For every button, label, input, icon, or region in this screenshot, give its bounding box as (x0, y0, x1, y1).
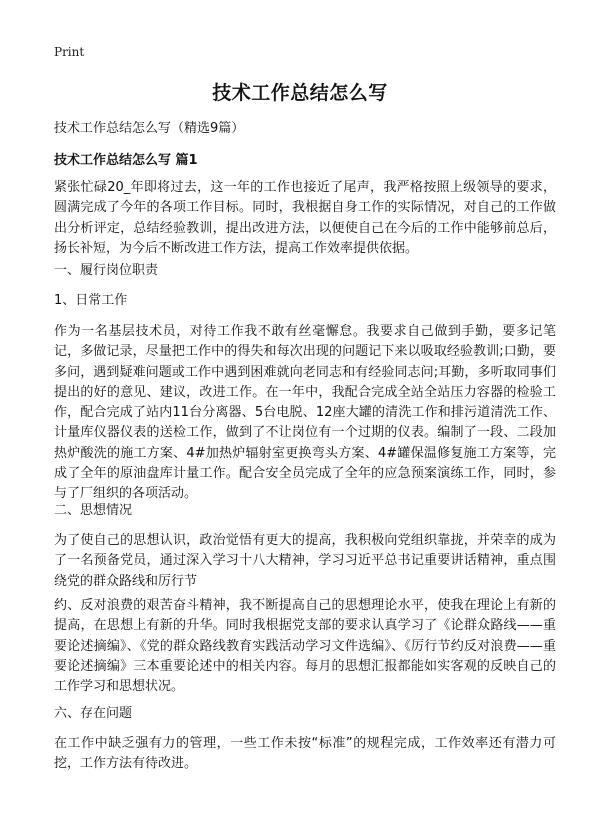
issues-paragraph: 在工作中缺乏强有力的管理，一些工作未按“标准”的规程完成，工作效率还有潜力可挖，工作方法有待改进。 (54, 736, 556, 772)
daily-work-paragraph: 作为一名基层技术员，对待工作我不敢有丝毫懈怠。我要求自己做到手勤，要多记笔记，多做记录，尽量把工作中的得失和每次出现的问题记下来以吸取经验教训;口勤，要多问，遇到疑难问题或工作中遇到困难就向老同志和有经验同志问;耳勤，多听取同事们提出的好的意见、建议，改进工作。在一年中，我配合完成全站全站压力容器的检验工作，配合完成了站内11台分离器、5台电脱、12座大罐的清洗工作和排污道清洗工作、计量库仪器仪表的送检工作，做到了不让岗位有一个过期的仪表。编制了一段、二段加热炉酸洗的施工方案、4#加热炉辐射室更换弯头方案、4#罐保温修复施工方案等，完成了全年的原油盘库计量工作。配合安全员完成了全年的应急预案演练工作，同时，参与了厂组织的各项活动。 (54, 324, 556, 502)
heading-duties: 一、履行岗位职责 (54, 263, 159, 278)
intro-paragraph: 紧张忙碌20_年即将过去，这一年的工作也接近了尾声，我严格按照上级领导的要求，圆满完成了今年的各项工作目标。同时，我根据自身工作的实际情况，对自己的工作做出分析评定，总结经验教训，提出改进方法，以便使自己在今后的工作中能够前总后，扬长补短，为今后不断改进工作方法，提高工作效率提供依据。 (54, 180, 556, 256)
thought-paragraph-2: 约、反对浪费的艰苦奋斗精神，我不断提高自己的思想理论水平，使我在理论上有新的提高，在思想上有新的升华。同时我根据党支部的要求认真学习了《论群众路线——重要论述摘编》、《党的群众路线教育实践活动学习文件选编》、《厉行节约反对浪费——重要论述摘编》三本重要论述中的相关内容。每月的思想汇报都能如实客观的反映自己的工作学习和思想状况。 (54, 598, 556, 695)
heading-thought: 二、思想情况 (54, 503, 133, 518)
section-title: 技术工作总结怎么写 篇1 (54, 153, 198, 168)
heading-daily-work: 1、日常工作 (54, 293, 128, 308)
thought-paragraph-1: 为了使自己的思想认识，政治觉悟有更大的提高，我积极向党组织靠拢，并荣幸的成为了一名预备党员，通过深入学习十八大精神，学习习近平总书记重要讲话精神，重点围绕党的群众路线和厉行节 (54, 533, 556, 589)
print-link[interactable]: Print (54, 45, 85, 59)
page-title: 技术工作总结怎么写 (212, 82, 388, 104)
document-subtitle: 技术工作总结怎么写（精选9篇） (54, 121, 245, 136)
heading-issues: 六、存在问题 (54, 706, 133, 721)
